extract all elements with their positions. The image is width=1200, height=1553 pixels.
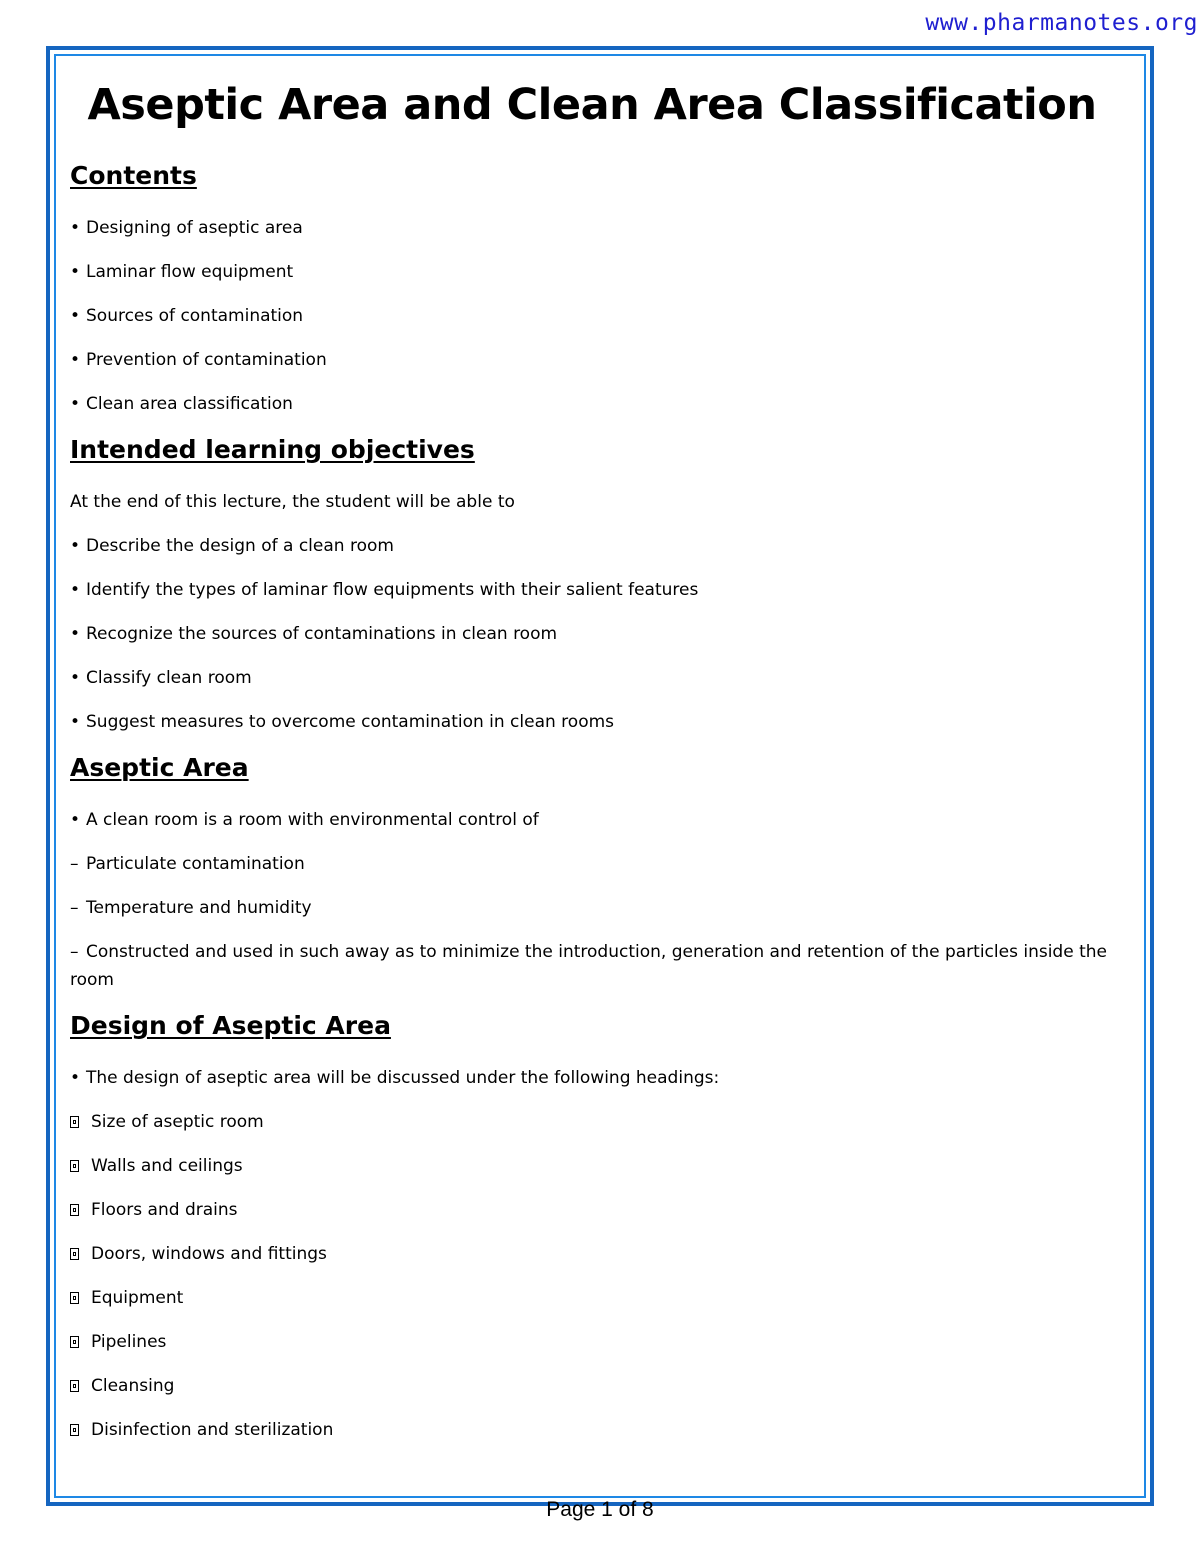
sub-list-item: – Particulate contamination xyxy=(70,850,1120,878)
missing-glyph-icon xyxy=(70,1292,79,1304)
page-title: Aseptic Area and Clean Area Classification xyxy=(87,80,1097,130)
list-item: Disinfection and sterilization xyxy=(70,1416,1120,1444)
missing-glyph-icon xyxy=(70,1424,79,1436)
bullet-icon: • xyxy=(70,810,81,830)
objectives-heading: Intended learning objectives xyxy=(70,435,475,464)
bullet-icon: • xyxy=(70,668,81,688)
sub-list-item: – Constructed and used in such away as to minimize the introduction, generation and retention of the particles inside the room xyxy=(70,938,1120,994)
aseptic-area-heading: Aseptic Area xyxy=(70,753,249,782)
objectives-section xyxy=(70,434,1120,736)
list-item: • Identify the types of laminar flow equipments with their salient features xyxy=(70,576,1120,604)
bullet-icon: • xyxy=(70,536,81,556)
aseptic-area-section xyxy=(70,752,1120,994)
list-item: • Designing of aseptic area xyxy=(70,214,1120,242)
missing-glyph-icon xyxy=(70,1380,79,1392)
list-item: • Prevention of contamination xyxy=(70,346,1120,374)
bullet-icon: • xyxy=(70,350,81,370)
page-number: Page 1 of 8 xyxy=(546,1498,654,1521)
list-item: • Describe the design of a clean room xyxy=(70,532,1120,560)
bullet-icon: • xyxy=(70,306,81,326)
list-item: Equipment xyxy=(70,1284,1120,1312)
bullet-icon: • xyxy=(70,624,81,644)
list-item: • Suggest measures to overcome contamination in clean rooms xyxy=(70,708,1120,736)
missing-glyph-icon xyxy=(70,1204,79,1216)
bullet-icon: • xyxy=(70,1068,81,1088)
site-url[interactable]: www.pharmanotes.org xyxy=(925,10,1198,36)
list-item: • Recognize the sources of contaminations in clean room xyxy=(70,620,1120,648)
list-item: • Laminar flow equipment xyxy=(70,258,1120,286)
design-section xyxy=(70,1010,1120,1444)
bullet-icon: • xyxy=(70,218,81,238)
contents-section xyxy=(70,160,1120,418)
contents-heading: Contents xyxy=(70,161,197,190)
missing-glyph-icon xyxy=(70,1160,79,1172)
bullet-icon: • xyxy=(70,394,81,414)
list-item: • A clean room is a room with environmental control of xyxy=(70,806,1120,834)
list-item: • Classify clean room xyxy=(70,664,1120,692)
dash-icon: – xyxy=(70,854,79,874)
bullet-icon: • xyxy=(70,712,81,732)
missing-glyph-icon xyxy=(70,1336,79,1348)
bullet-icon: • xyxy=(70,262,81,282)
list-item: Doors, windows and fittings xyxy=(70,1240,1120,1268)
missing-glyph-icon xyxy=(70,1116,79,1128)
list-item: Floors and drains xyxy=(70,1196,1120,1224)
list-item: Cleansing xyxy=(70,1372,1120,1400)
dash-icon: – xyxy=(70,942,79,962)
dash-icon: – xyxy=(70,898,79,918)
list-item: • The design of aseptic area will be discussed under the following headings: xyxy=(70,1064,1120,1092)
list-item: Pipelines xyxy=(70,1328,1120,1356)
bullet-icon: • xyxy=(70,580,81,600)
document-body xyxy=(70,74,1120,1444)
list-item: • Sources of contamination xyxy=(70,302,1120,330)
design-heading: Design of Aseptic Area xyxy=(70,1011,391,1040)
sub-list-item: – Temperature and humidity xyxy=(70,894,1120,922)
list-item: Size of aseptic room xyxy=(70,1108,1120,1136)
list-item: Walls and ceilings xyxy=(70,1152,1120,1180)
objectives-intro: At the end of this lecture, the student will be able to xyxy=(70,492,515,512)
missing-glyph-icon xyxy=(70,1248,79,1260)
list-item: • Clean area classification xyxy=(70,390,1120,418)
